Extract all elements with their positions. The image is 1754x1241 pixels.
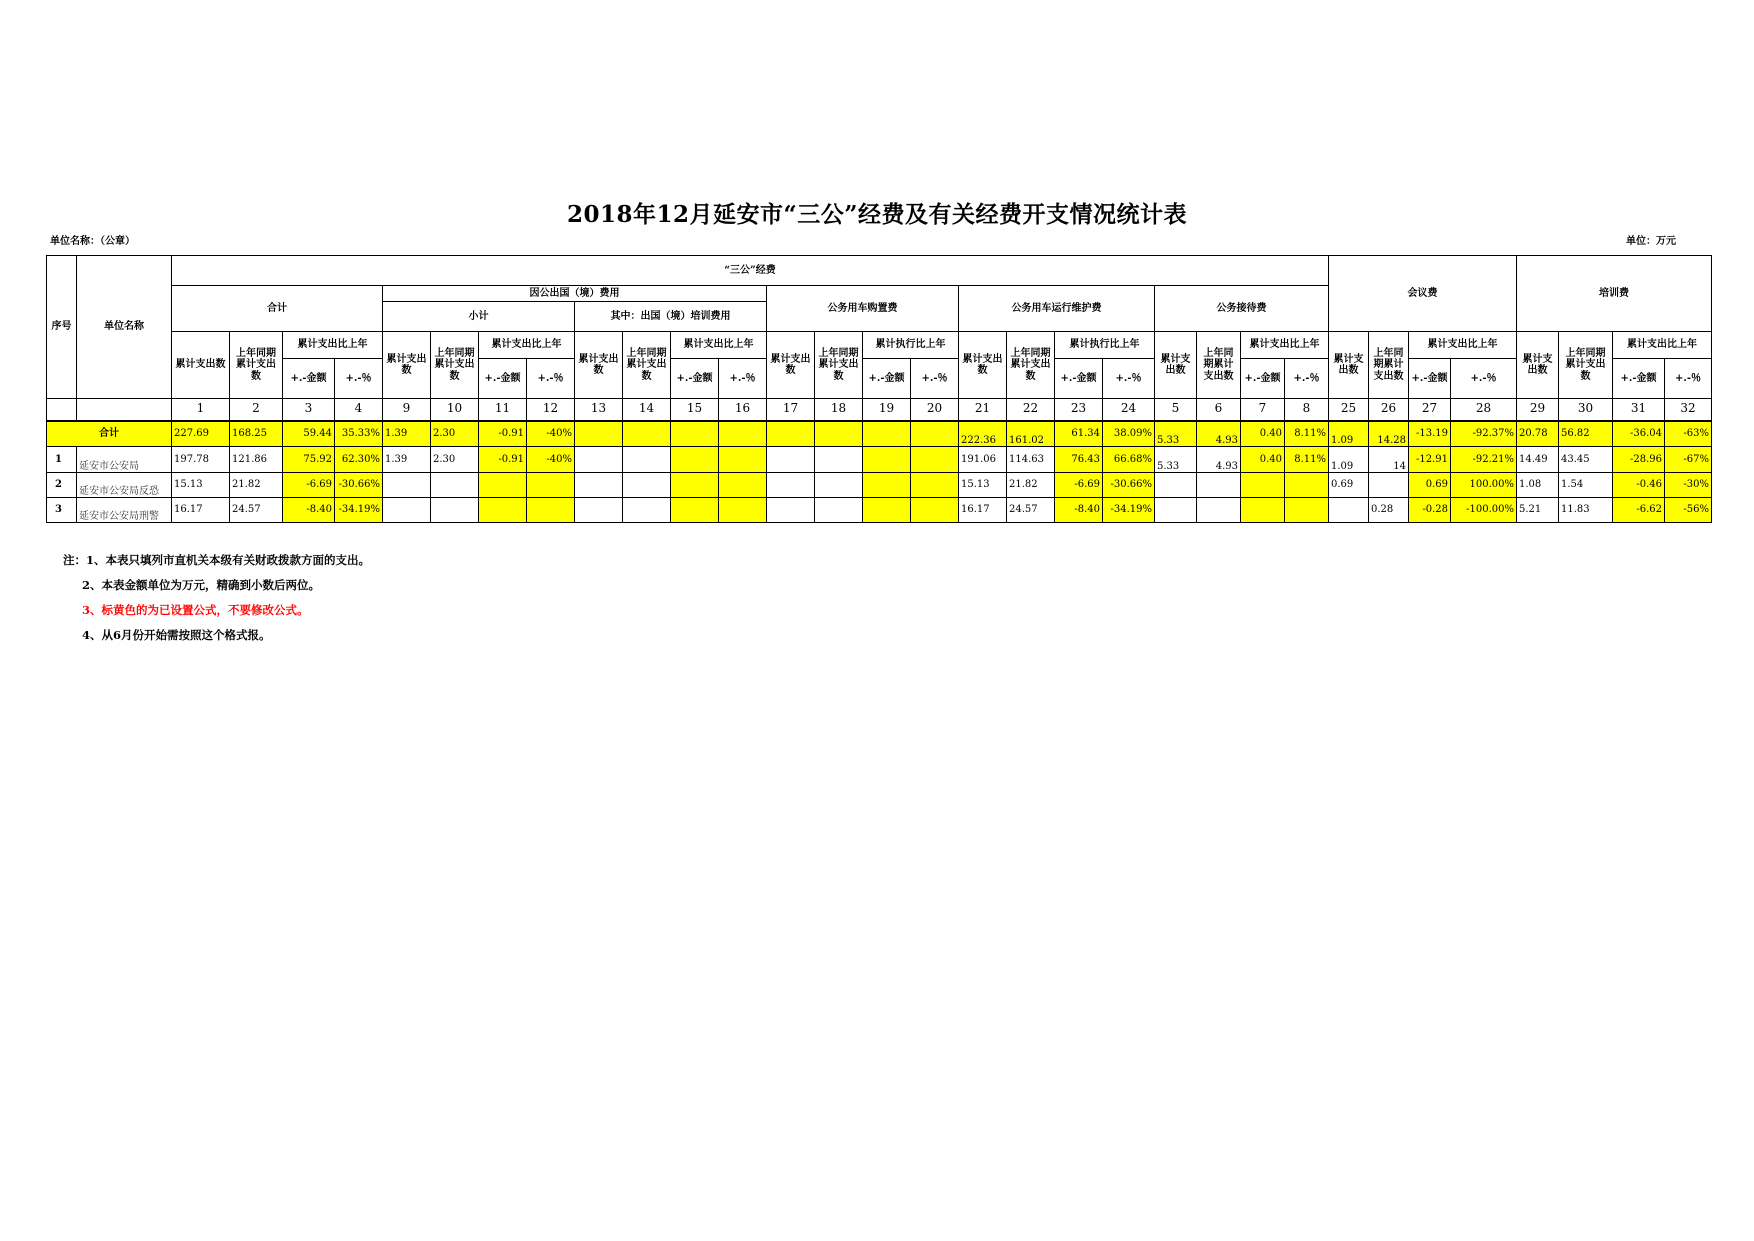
value-cell: 121.86 — [230, 447, 283, 473]
value-cell: 15.13 — [172, 473, 230, 498]
column-number: 10 — [431, 399, 479, 421]
value-cell: 5.21 — [1517, 498, 1559, 523]
cmp-exec-header: 累计执行比上年 — [863, 332, 959, 359]
value-cell — [623, 498, 671, 523]
prev-cum-header: 上年同期累计支出数 — [1369, 332, 1409, 399]
pct-diff-header: +.-％ — [911, 359, 959, 399]
column-number: 30 — [1559, 399, 1613, 421]
pct-diff-header: +.-％ — [1451, 359, 1517, 399]
column-number: 11 — [479, 399, 527, 421]
amt-diff-header: +.-金额 — [671, 359, 719, 399]
prev-cum-header: 上年同期累计支出数 — [230, 332, 283, 399]
value-cell: -92.37% — [1451, 421, 1517, 447]
cmp-prev-header: 累计支出比上年 — [671, 332, 767, 359]
value-cell: -40% — [527, 447, 575, 473]
value-cell — [863, 473, 911, 498]
unit-name-header: 单位名称 — [77, 256, 172, 399]
value-cell: -12.91 — [1409, 447, 1451, 473]
value-cell: 16.17 — [959, 498, 1007, 523]
value-cell — [767, 447, 815, 473]
value-cell: -8.40 — [1055, 498, 1103, 523]
prev-cum-header: 上年同期累计支出数 — [431, 332, 479, 399]
value-cell: 16.17 — [172, 498, 230, 523]
cmp-prev-header: 累计支出比上年 — [479, 332, 575, 359]
column-number: 31 — [1613, 399, 1665, 421]
value-cell: -28.96 — [1613, 447, 1665, 473]
cum-spend-header: 累计支出数 — [383, 332, 431, 399]
value-cell — [431, 498, 479, 523]
value-cell — [479, 498, 527, 523]
value-cell — [719, 421, 767, 447]
value-cell — [527, 473, 575, 498]
value-cell: 21.82 — [230, 473, 283, 498]
value-cell: 66.68% — [1103, 447, 1155, 473]
prev-cum-header: 上年同期累计支出数 — [1559, 332, 1613, 399]
value-cell: -92.21% — [1451, 447, 1517, 473]
column-number: 9 — [383, 399, 431, 421]
value-cell: 1.39 — [383, 421, 431, 447]
value-cell — [719, 447, 767, 473]
row-unit-name: 延安市公安局 — [77, 447, 172, 473]
value-cell: 14.49 — [1517, 447, 1559, 473]
note-3: 3、标黄色的为已设置公式，不要修改公式。 — [82, 603, 309, 617]
cum-spend-header: 累计支出数 — [1517, 332, 1559, 399]
value-cell: 61.34 — [1055, 421, 1103, 447]
value-cell — [431, 473, 479, 498]
value-cell: 227.69 — [172, 421, 230, 447]
pct-diff-header: +.-％ — [527, 359, 575, 399]
value-cell: 4.93 — [1197, 447, 1241, 473]
column-number: 15 — [671, 399, 719, 421]
value-cell — [479, 473, 527, 498]
expense-table — [46, 255, 1712, 523]
unit-label: 单位：万元 — [1626, 236, 1676, 247]
column-number: 3 — [283, 399, 335, 421]
value-cell: 20.78 — [1517, 421, 1559, 447]
value-cell: 21.82 — [1007, 473, 1055, 498]
note-1: 注：1、本表只填列市直机关本级有关财政拨款方面的支出。 — [63, 553, 370, 567]
total-row-label: 合计 — [47, 421, 172, 447]
value-cell: 38.09% — [1103, 421, 1155, 447]
value-cell — [1155, 473, 1197, 498]
total-row — [47, 421, 1712, 447]
column-number: 18 — [815, 399, 863, 421]
cmp-prev-header: 累计支出比上年 — [1241, 332, 1329, 359]
column-number: 17 — [767, 399, 815, 421]
value-cell — [767, 498, 815, 523]
notes — [63, 548, 370, 648]
value-cell — [815, 447, 863, 473]
pct-diff-header: +.-％ — [335, 359, 383, 399]
cmp-prev-header: 累计支出比上年 — [1409, 332, 1517, 359]
value-cell — [815, 498, 863, 523]
value-cell: 1.54 — [1559, 473, 1613, 498]
column-number: 5 — [1155, 399, 1197, 421]
amt-diff-header: +.-金额 — [1409, 359, 1451, 399]
column-number: 26 — [1369, 399, 1409, 421]
value-cell — [1329, 498, 1369, 523]
note-4: 4、从6月份开始需按照这个格式报。 — [82, 628, 271, 642]
value-cell — [623, 421, 671, 447]
value-cell — [863, 447, 911, 473]
value-cell — [671, 421, 719, 447]
value-cell: -13.19 — [1409, 421, 1451, 447]
column-number: 32 — [1665, 399, 1712, 421]
training-header: 培训费 — [1517, 256, 1712, 332]
value-cell: 0.28 — [1369, 498, 1409, 523]
value-cell — [719, 498, 767, 523]
column-number: 13 — [575, 399, 623, 421]
value-cell — [383, 498, 431, 523]
value-cell: 168.25 — [230, 421, 283, 447]
value-cell — [767, 473, 815, 498]
pct-diff-header: +.-％ — [1665, 359, 1712, 399]
amt-diff-header: +.-金额 — [283, 359, 335, 399]
column-number: 8 — [1285, 399, 1329, 421]
column-number: 12 — [527, 399, 575, 421]
column-number: 21 — [959, 399, 1007, 421]
car-purchase-header: 公务用车购置费 — [767, 286, 959, 332]
value-cell — [671, 498, 719, 523]
prev-cum-header: 上年同期累计支出数 — [1197, 332, 1241, 399]
note-2: 2、本表金额单位为万元，精确到小数后两位。 — [82, 578, 320, 592]
row-seq: 3 — [47, 498, 77, 523]
value-cell: 43.45 — [1559, 447, 1613, 473]
cum-spend-header: 累计支出数 — [575, 332, 623, 399]
value-cell: 0.40 — [1241, 421, 1285, 447]
value-cell: -6.69 — [1055, 473, 1103, 498]
value-cell: -6.69 — [283, 473, 335, 498]
amt-diff-header: +.-金额 — [863, 359, 911, 399]
column-number: 16 — [719, 399, 767, 421]
value-cell: 191.06 — [959, 447, 1007, 473]
seq-header: 序号 — [47, 256, 77, 399]
cum-spend-header: 累计支出数 — [1155, 332, 1197, 399]
cum-spend-header: 累计支出数 — [172, 332, 230, 399]
value-cell — [1285, 473, 1329, 498]
value-cell: -8.40 — [283, 498, 335, 523]
column-number: 27 — [1409, 399, 1451, 421]
value-cell — [575, 498, 623, 523]
value-cell: -67% — [1665, 447, 1712, 473]
value-cell: 24.57 — [1007, 498, 1055, 523]
prev-cum-header: 上年同期累计支出数 — [1007, 332, 1055, 399]
value-cell — [815, 421, 863, 447]
value-cell — [767, 421, 815, 447]
value-cell — [1369, 473, 1409, 498]
value-cell: -0.46 — [1613, 473, 1665, 498]
report-title: 2018年12月延安市“三公”经费及有关经费开支情况统计表 — [567, 201, 1187, 228]
value-cell: -34.19% — [1103, 498, 1155, 523]
cmp-prev-header: 累计支出比上年 — [1613, 332, 1712, 359]
value-cell: 100.00% — [1451, 473, 1517, 498]
column-number: 29 — [1517, 399, 1559, 421]
value-cell: -34.19% — [335, 498, 383, 523]
value-cell: 2.30 — [431, 447, 479, 473]
pct-diff-header: +.-％ — [719, 359, 767, 399]
value-cell — [383, 473, 431, 498]
value-cell: -36.04 — [1613, 421, 1665, 447]
value-cell — [575, 421, 623, 447]
column-number: 22 — [1007, 399, 1055, 421]
amt-diff-header: +.-金额 — [479, 359, 527, 399]
column-number: 24 — [1103, 399, 1155, 421]
car-maintenance-header: 公务用车运行维护费 — [959, 286, 1155, 332]
value-cell: -30.66% — [1103, 473, 1155, 498]
value-cell: 75.92 — [283, 447, 335, 473]
amt-diff-header: +.-金额 — [1613, 359, 1665, 399]
column-number: 14 — [623, 399, 671, 421]
column-number: 23 — [1055, 399, 1103, 421]
value-cell — [671, 447, 719, 473]
value-cell — [911, 421, 959, 447]
value-cell — [671, 473, 719, 498]
value-cell — [623, 447, 671, 473]
unit-name-label: 单位名称：（公章） — [50, 236, 135, 247]
row-seq: 2 — [47, 473, 77, 498]
value-cell: -100.00% — [1451, 498, 1517, 523]
value-cell: 1.09 — [1329, 447, 1369, 473]
value-cell — [863, 498, 911, 523]
cum-spend-header: 累计支出数 — [767, 332, 815, 399]
value-cell: 161.02 — [1007, 421, 1055, 447]
row-seq: 1 — [47, 447, 77, 473]
value-cell — [527, 498, 575, 523]
value-cell: 197.78 — [172, 447, 230, 473]
column-number: 25 — [1329, 399, 1369, 421]
value-cell: 5.33 — [1155, 447, 1197, 473]
value-cell: 1.08 — [1517, 473, 1559, 498]
value-cell — [1285, 498, 1329, 523]
value-cell — [623, 473, 671, 498]
value-cell: 59.44 — [283, 421, 335, 447]
value-cell: -0.91 — [479, 447, 527, 473]
cmp-exec-header: 累计执行比上年 — [1055, 332, 1155, 359]
value-cell — [911, 498, 959, 523]
colnum-blank — [47, 399, 77, 421]
column-number: 4 — [335, 399, 383, 421]
row-unit-name: 延安市公安局刑警 — [77, 498, 172, 523]
column-number: 2 — [230, 399, 283, 421]
value-cell: 1.09 — [1329, 421, 1369, 447]
row-unit-name: 延安市公安局反恐 — [77, 473, 172, 498]
pct-diff-header: +.-％ — [1285, 359, 1329, 399]
value-cell: 14.28 — [1369, 421, 1409, 447]
value-cell: 1.39 — [383, 447, 431, 473]
value-cell: 0.69 — [1409, 473, 1451, 498]
column-number: 1 — [172, 399, 230, 421]
value-cell: -30.66% — [335, 473, 383, 498]
value-cell: 0.40 — [1241, 447, 1285, 473]
value-cell: -63% — [1665, 421, 1712, 447]
value-cell: 14 — [1369, 447, 1409, 473]
value-cell — [911, 447, 959, 473]
value-cell — [575, 447, 623, 473]
value-cell: 8.11% — [1285, 421, 1329, 447]
value-cell: 11.83 — [1559, 498, 1613, 523]
value-cell: -40% — [527, 421, 575, 447]
sangong-header: “三公”经费 — [172, 256, 1329, 286]
column-number: 20 — [911, 399, 959, 421]
table-row — [47, 473, 1712, 498]
value-cell: 24.57 — [230, 498, 283, 523]
column-number: 6 — [1197, 399, 1241, 421]
value-cell: -0.28 — [1409, 498, 1451, 523]
column-number: 19 — [863, 399, 911, 421]
meeting-header: 会议费 — [1329, 256, 1517, 332]
value-cell: 5.33 — [1155, 421, 1197, 447]
value-cell: 8.11% — [1285, 447, 1329, 473]
value-cell: -6.62 — [1613, 498, 1665, 523]
value-cell — [911, 473, 959, 498]
column-number: 7 — [1241, 399, 1285, 421]
value-cell: 0.69 — [1329, 473, 1369, 498]
table-row — [47, 447, 1712, 473]
value-cell: -30% — [1665, 473, 1712, 498]
amt-diff-header: +.-金额 — [1241, 359, 1285, 399]
cmp-prev-header: 累计支出比上年 — [283, 332, 383, 359]
value-cell — [1241, 473, 1285, 498]
value-cell: -0.91 — [479, 421, 527, 447]
value-cell — [1241, 498, 1285, 523]
value-cell: 114.63 — [1007, 447, 1055, 473]
pct-diff-header: +.-％ — [1103, 359, 1155, 399]
prev-cum-header: 上年同期累计支出数 — [815, 332, 863, 399]
cum-spend-header: 累计支出数 — [959, 332, 1007, 399]
reception-header: 公务接待费 — [1155, 286, 1329, 332]
value-cell: 76.43 — [1055, 447, 1103, 473]
value-cell — [863, 421, 911, 447]
abroad-header: 因公出国（境）费用 — [383, 286, 767, 302]
abroad-training-header: 其中：出国（境）培训费用 — [575, 302, 767, 332]
table-row — [47, 498, 1712, 523]
value-cell — [1197, 498, 1241, 523]
value-cell: 15.13 — [959, 473, 1007, 498]
value-cell: 222.36 — [959, 421, 1007, 447]
prev-cum-header: 上年同期累计支出数 — [623, 332, 671, 399]
column-number: 28 — [1451, 399, 1517, 421]
colnum-blank — [77, 399, 172, 421]
total-header: 合计 — [172, 286, 383, 332]
value-cell — [575, 473, 623, 498]
value-cell: 62.30% — [335, 447, 383, 473]
value-cell — [1155, 498, 1197, 523]
value-cell: 2.30 — [431, 421, 479, 447]
value-cell — [1197, 473, 1241, 498]
subtotal-header: 小计 — [383, 302, 575, 332]
amt-diff-header: +.-金额 — [1055, 359, 1103, 399]
value-cell — [719, 473, 767, 498]
value-cell: 35.33% — [335, 421, 383, 447]
cum-spend-header: 累计支出数 — [1329, 332, 1369, 399]
value-cell: -56% — [1665, 498, 1712, 523]
value-cell — [815, 473, 863, 498]
value-cell: 4.93 — [1197, 421, 1241, 447]
value-cell: 56.82 — [1559, 421, 1613, 447]
